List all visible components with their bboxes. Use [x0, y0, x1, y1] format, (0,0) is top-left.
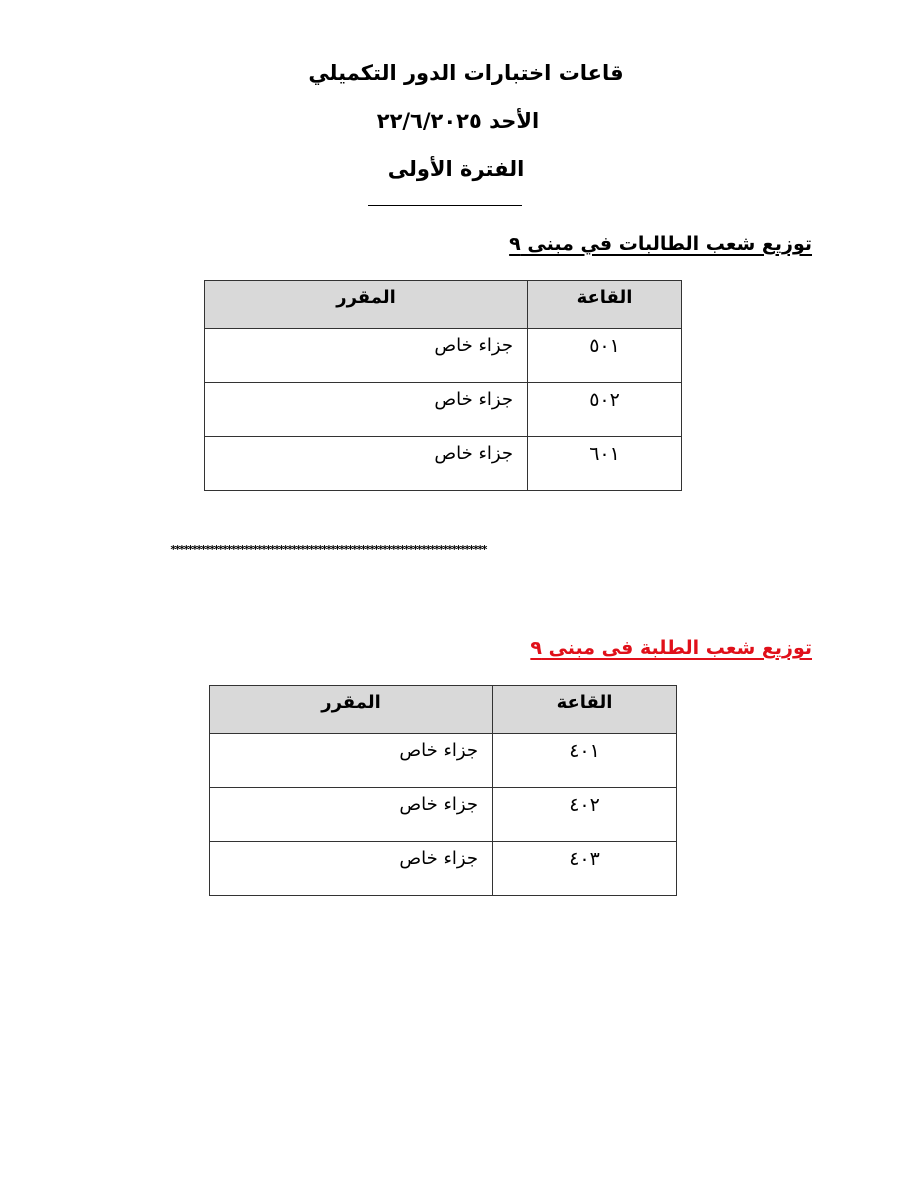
table-row: [210, 788, 677, 842]
room-column-header: القاعة: [528, 281, 682, 329]
male-sections-heading: توزيع شعب الطلبة فى مبنى ٩: [530, 637, 812, 659]
table-row: [210, 842, 677, 896]
course-name: جزاء خاص: [205, 437, 528, 491]
course-name: جزاء خاص: [205, 329, 528, 383]
course-name: جزاء خاص: [205, 383, 528, 437]
table-header-row: [205, 281, 682, 329]
table-row: [205, 383, 682, 437]
female-rooms-table: [204, 280, 682, 491]
course-column-header: المقرر: [210, 686, 493, 734]
section-separator: *************************************************************************: [170, 543, 486, 556]
course-name: جزاء خاص: [210, 842, 493, 896]
room-column-header: القاعة: [493, 686, 677, 734]
table-row: [205, 329, 682, 383]
room-number: ٤٠٢: [493, 788, 677, 842]
room-number: ٤٠١: [493, 734, 677, 788]
exam-date: الأحد ٢٢/٦/٢٠٢٥: [376, 109, 540, 133]
exam-period: الفترة الأولى: [387, 157, 525, 181]
course-column-header: المقرر: [205, 281, 528, 329]
room-number: ٥٠١: [528, 329, 682, 383]
course-name: جزاء خاص: [210, 734, 493, 788]
table-row: [205, 437, 682, 491]
room-number: ٥٠٢: [528, 383, 682, 437]
room-number: ٤٠٣: [493, 842, 677, 896]
room-number: ٦٠١: [528, 437, 682, 491]
title-divider: [368, 205, 522, 206]
course-name: جزاء خاص: [210, 788, 493, 842]
table-row: [210, 734, 677, 788]
document-title: قاعات اختبارات الدور التكميلي: [308, 61, 624, 85]
table-header-row: [210, 686, 677, 734]
male-rooms-table: [209, 685, 677, 896]
female-sections-heading: توزيع شعب الطالبات في مبنى ٩: [509, 233, 812, 255]
